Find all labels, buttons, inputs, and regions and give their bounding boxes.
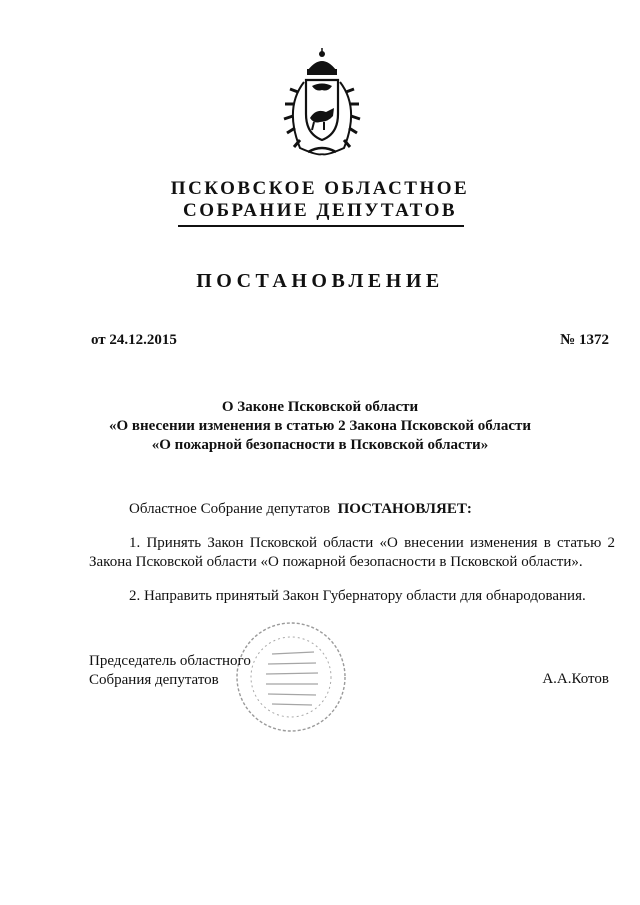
- resolution-item-2: 2. Направить принятый Закон Губернатору области для обнародования.: [129, 588, 586, 604]
- resolution-keyword: ПОСТАНОВЛЯЕТ:: [337, 501, 472, 517]
- document-number: № 1372: [560, 332, 609, 348]
- signatory-title-line-1: Председатель областного: [89, 653, 251, 669]
- resolution-intro-text: Областное Собрание депутатов: [129, 501, 331, 517]
- organization-name-line-1: ПСКОВСКОЕ ОБЛАСТНОЕ: [170, 178, 470, 199]
- pskov-coat-of-arms-icon: [278, 48, 366, 160]
- subject-line-3: «О пожарной безопасности в Псковской области»: [151, 437, 489, 453]
- organization-name-line-2: СОБРАНИЕ ДЕПУТАТОВ: [182, 200, 458, 221]
- signatory-title: [89, 652, 251, 690]
- signatory-title-line-2: Собрания депутатов: [89, 672, 219, 688]
- document-date: от 24.12.2015: [91, 332, 177, 348]
- signatory-name: А.А.Котов: [542, 671, 609, 687]
- subject-line-1: О Законе Псковской области: [221, 399, 419, 415]
- subject-line-2: «О внесении изменения в статью 2 Закона Псковской области: [108, 418, 532, 434]
- document-subject: [0, 398, 640, 455]
- resolution-item-1: 1. Принять Закон Псковской области «О внесении изменения в статью 2 Закона Псковской области «О пожарной безопасности в Псковской области».: [89, 535, 615, 570]
- header-divider: [178, 225, 464, 227]
- document-type-title: ПОСТАНОВЛЕНИЕ: [196, 270, 444, 292]
- resolution-intro: [129, 501, 472, 518]
